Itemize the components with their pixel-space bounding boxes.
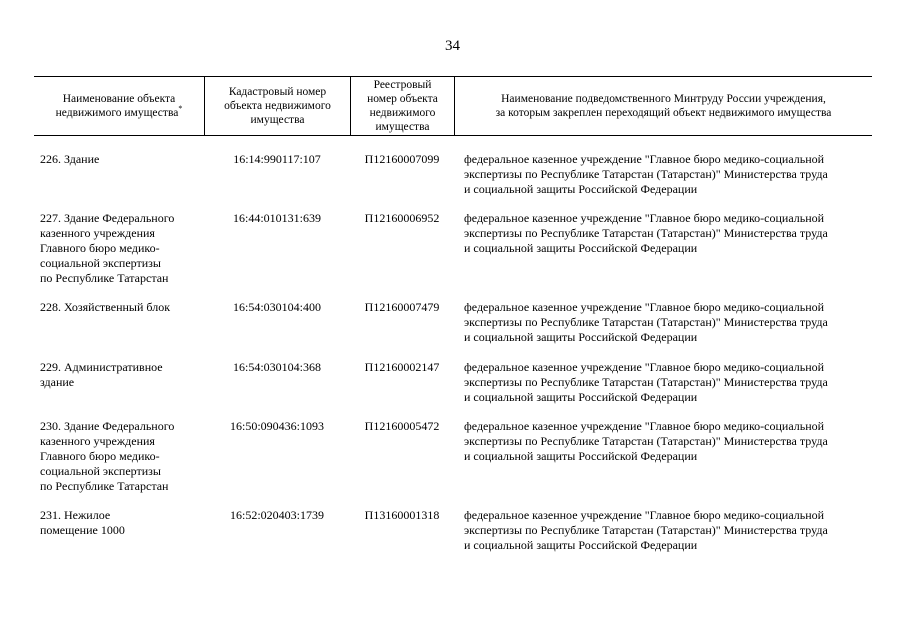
header-object-name-text: Наименование объекта недвижимого имущества xyxy=(55,93,179,119)
registry-number-cell: П12160002147 xyxy=(364,360,440,374)
table-header xyxy=(34,76,872,136)
institution-cell: федеральное казенное учреждение "Главное бюро медико-социальной экспертизы по Республике Татарстан (Татарстан)" Министерства труда и социальной защиты Российской Федерации xyxy=(464,419,828,463)
institution-cell: федеральное казенное учреждение "Главное бюро медико-социальной экспертизы по Республике Татарстан (Татарстан)" Министерства труда и социальной защиты Российской Федерации xyxy=(464,152,828,196)
object-name-cell: 228. Хозяйственный блок xyxy=(40,300,171,314)
table-row xyxy=(34,211,872,300)
object-name-cell: 231. Нежилое помещение 1000 xyxy=(40,508,125,537)
table-row xyxy=(34,300,872,360)
cadastral-number-cell: 16:54:030104:368 xyxy=(232,360,321,374)
header-cadastral-number: Кадастровый номер объекта недвижимого имущества xyxy=(204,77,350,135)
table-body xyxy=(34,136,872,568)
table-row xyxy=(34,419,872,508)
header-object-name xyxy=(34,77,204,135)
cadastral-number-cell: 16:14:990117:107 xyxy=(233,152,321,166)
institution-cell: федеральное казенное учреждение "Главное бюро медико-социальной экспертизы по Республике Татарстан (Татарстан)" Министерства труда и социальной защиты Российской Федерации xyxy=(464,300,828,344)
institution-cell: федеральное казенное учреждение "Главное бюро медико-социальной экспертизы по Республике Татарстан (Татарстан)" Министерства труда и социальной защиты Российской Федерации xyxy=(464,211,828,255)
object-name-cell: 227. Здание Федерального казенного учреждения Главного бюро медико- социальной экспертизы по Республике Татарстан xyxy=(40,211,175,285)
object-name-cell: 230. Здание Федерального казенного учреждения Главного бюро медико- социальной экспертизы по Республике Татарстан xyxy=(40,419,175,493)
institution-cell: федеральное казенное учреждение "Главное бюро медико-социальной экспертизы по Республике Татарстан (Татарстан)" Министерства труда и социальной защиты Российской Федерации xyxy=(464,360,828,404)
object-name-cell: 226. Здание xyxy=(40,152,100,166)
cadastral-number-cell: 16:44:010131:639 xyxy=(232,211,321,225)
page-number: 34 xyxy=(445,38,460,54)
footnote-mark: * xyxy=(178,104,183,114)
institution-cell: федеральное казенное учреждение "Главное бюро медико-социальной экспертизы по Республике Татарстан (Татарстан)" Министерства труда и социальной защиты Российской Федерации xyxy=(464,508,828,552)
object-name-cell: 229. Административное здание xyxy=(40,360,163,389)
property-table xyxy=(34,76,872,568)
registry-number-cell: П12160006952 xyxy=(364,211,440,225)
header-institution: Наименование подведомственного Минтруду России учреждения, за которым закреплен переходящий объект недвижимого имущества xyxy=(454,77,872,135)
registry-number-cell: П12160007099 xyxy=(364,152,440,166)
cadastral-number-cell: 16:54:030104:400 xyxy=(232,300,321,314)
registry-number-cell: П13160001318 xyxy=(364,508,440,522)
table-row xyxy=(34,360,872,419)
cadastral-number-cell: 16:50:090436:1093 xyxy=(229,419,324,433)
header-registry-number: Реестровый номер объекта недвижимого имущества xyxy=(350,77,454,135)
table-row xyxy=(34,152,872,211)
registry-number-cell: П12160007479 xyxy=(364,300,440,314)
registry-number-cell: П12160005472 xyxy=(364,419,440,433)
cadastral-number-cell: 16:52:020403:1739 xyxy=(229,508,324,522)
table-row xyxy=(34,508,872,568)
